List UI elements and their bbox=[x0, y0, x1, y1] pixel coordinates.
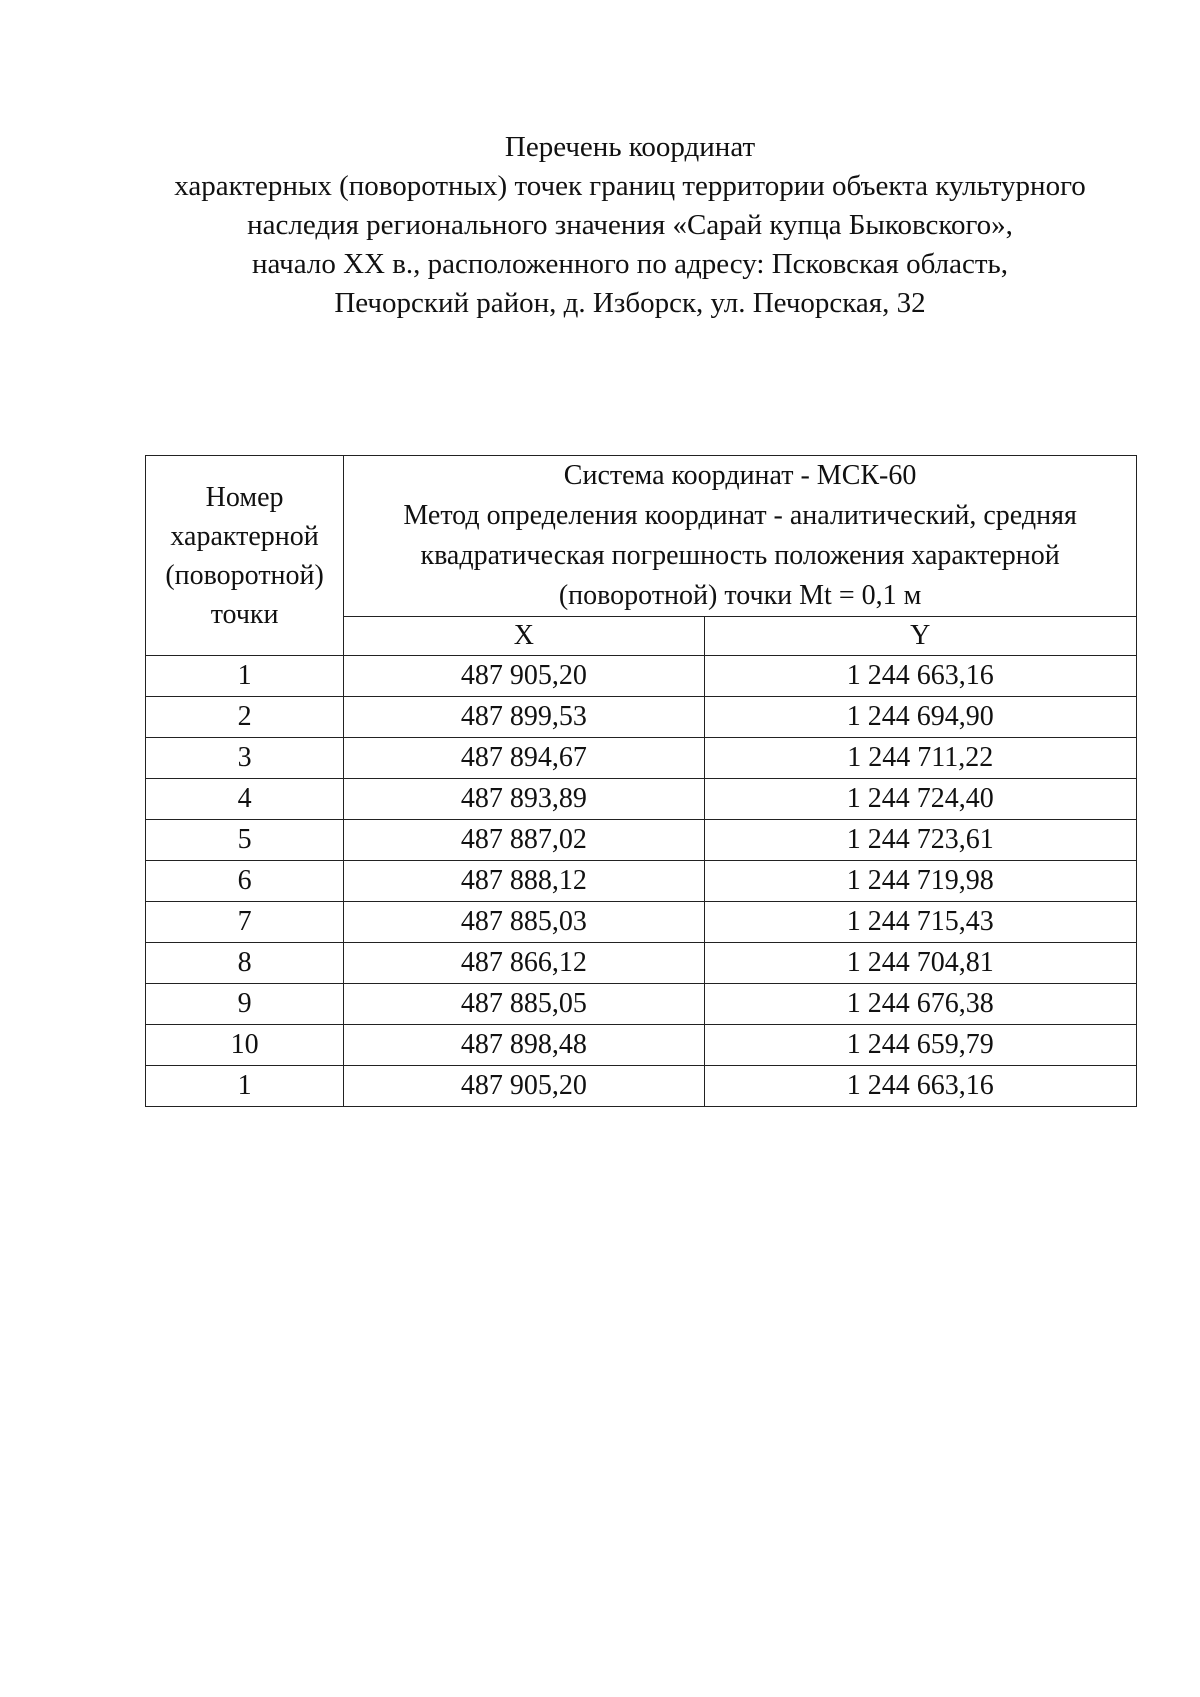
coordinates-table bbox=[145, 455, 1137, 1107]
y-coordinate-cell: 1 244 663,16 bbox=[704, 1066, 1136, 1107]
header-line: Система координат - МСК-60 bbox=[563, 460, 917, 491]
table-header-row bbox=[146, 456, 1137, 617]
point-number-cell: 1 bbox=[146, 656, 344, 697]
point-number-cell: 10 bbox=[146, 1025, 344, 1066]
x-coordinate-cell: 487 899,53 bbox=[344, 697, 704, 738]
table-row bbox=[146, 738, 1137, 779]
header-line: (поворотной) точки Mt = 0,1 м bbox=[558, 580, 922, 611]
header-line: квадратическая погрешность положения характерной bbox=[420, 540, 1060, 571]
point-number-cell: 4 bbox=[146, 779, 344, 820]
table-body bbox=[146, 656, 1137, 1107]
table-row bbox=[146, 902, 1137, 943]
header-line: Метод определения координат - аналитический, средняя bbox=[403, 500, 1077, 531]
x-coordinate-cell: 487 885,03 bbox=[344, 902, 704, 943]
y-coordinate-cell: 1 244 715,43 bbox=[704, 902, 1136, 943]
header-line: характерной bbox=[170, 520, 319, 552]
title-line: начало XX в., расположенного по адресу: Псковская область, bbox=[251, 248, 1009, 280]
y-coordinate-cell: 1 244 704,81 bbox=[704, 943, 1136, 984]
table-row bbox=[146, 779, 1137, 820]
point-number-cell: 1 bbox=[146, 1066, 344, 1107]
y-coordinate-cell: 1 244 659,79 bbox=[704, 1025, 1136, 1066]
y-coordinate-cell: 1 244 663,16 bbox=[704, 656, 1136, 697]
y-coordinate-cell: 1 244 723,61 bbox=[704, 820, 1136, 861]
x-axis-header: X bbox=[344, 617, 704, 656]
x-coordinate-cell: 487 898,48 bbox=[344, 1025, 704, 1066]
point-number-header bbox=[146, 456, 344, 656]
header-line: точки bbox=[210, 598, 279, 630]
table-row bbox=[146, 1025, 1137, 1066]
title-line: наследия регионального значения «Сарай купца Быковского», bbox=[247, 209, 1013, 241]
x-coordinate-cell: 487 894,67 bbox=[344, 738, 704, 779]
header-line: (поворотной) bbox=[165, 559, 324, 591]
y-coordinate-cell: 1 244 694,90 bbox=[704, 697, 1136, 738]
point-number-cell: 3 bbox=[146, 738, 344, 779]
coordinate-system-header bbox=[344, 456, 1137, 617]
table-row bbox=[146, 656, 1137, 697]
table-row bbox=[146, 820, 1137, 861]
y-coordinate-cell: 1 244 719,98 bbox=[704, 861, 1136, 902]
point-number-cell: 2 bbox=[146, 697, 344, 738]
point-number-cell: 7 bbox=[146, 902, 344, 943]
point-number-cell: 6 bbox=[146, 861, 344, 902]
y-coordinate-cell: 1 244 711,22 bbox=[704, 738, 1136, 779]
table-row bbox=[146, 861, 1137, 902]
y-coordinate-cell: 1 244 724,40 bbox=[704, 779, 1136, 820]
title-line: Перечень координат bbox=[504, 131, 756, 163]
title-line: Печорский район, д. Изборск, ул. Печорская, 32 bbox=[334, 287, 926, 319]
x-coordinate-cell: 487 888,12 bbox=[344, 861, 704, 902]
y-coordinate-cell: 1 244 676,38 bbox=[704, 984, 1136, 1025]
document-title bbox=[140, 128, 1120, 323]
x-coordinate-cell: 487 893,89 bbox=[344, 779, 704, 820]
title-line: характерных (поворотных) точек границ территории объекта культурного bbox=[174, 170, 1086, 202]
x-coordinate-cell: 487 885,05 bbox=[344, 984, 704, 1025]
table-row bbox=[146, 1066, 1137, 1107]
point-number-cell: 9 bbox=[146, 984, 344, 1025]
x-coordinate-cell: 487 866,12 bbox=[344, 943, 704, 984]
x-coordinate-cell: 487 887,02 bbox=[344, 820, 704, 861]
table-row bbox=[146, 984, 1137, 1025]
point-number-cell: 5 bbox=[146, 820, 344, 861]
x-coordinate-cell: 487 905,20 bbox=[344, 1066, 704, 1107]
header-line: Номер bbox=[205, 481, 284, 513]
table-row bbox=[146, 697, 1137, 738]
point-number-cell: 8 bbox=[146, 943, 344, 984]
y-axis-header: Y bbox=[704, 617, 1136, 656]
table-row bbox=[146, 943, 1137, 984]
x-coordinate-cell: 487 905,20 bbox=[344, 656, 704, 697]
